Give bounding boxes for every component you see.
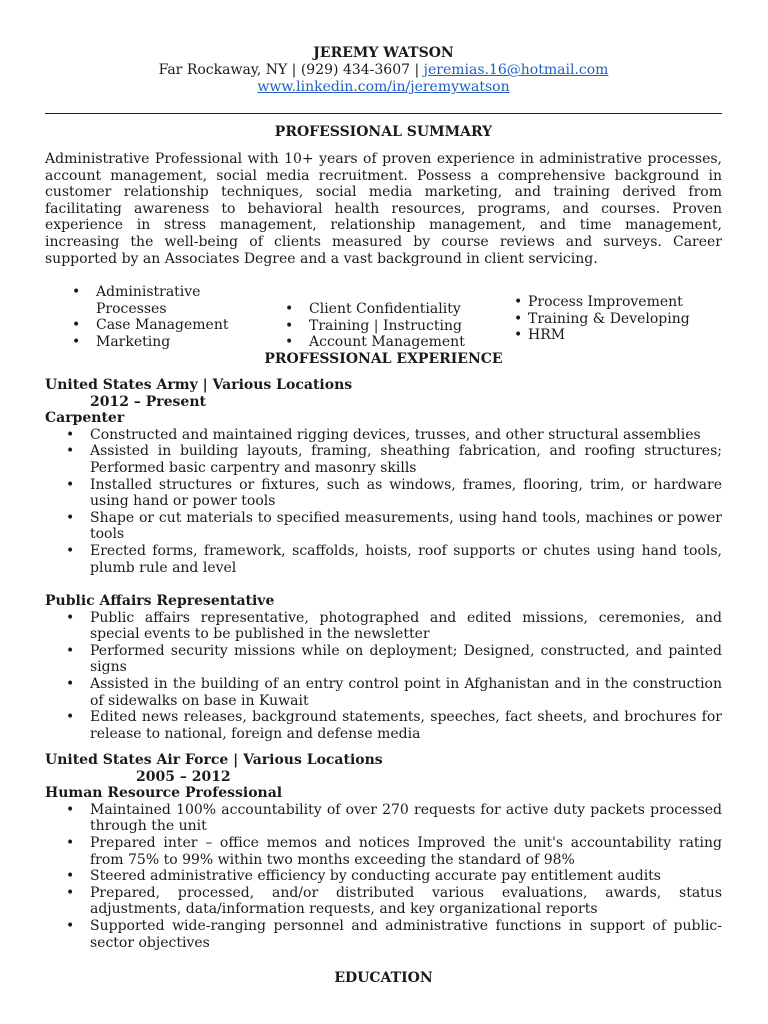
- list-item: • Assisted in building layouts, framing, sheathing fabrication, and roofing structures; Performed basic carpentry and masonry skills: [66, 443, 722, 476]
- bullet: •: [66, 443, 75, 460]
- list-item: • Prepared inter – office memos and notices Improved the unit's accountability rating from 75% to 99% within two months exceeding the standard of 98%: [66, 834, 722, 868]
- skill-item: • Marketing: [72, 333, 171, 350]
- list-item: • Maintained 100% accountability of over 270 requests for active duty packets processed through the unit: [66, 801, 722, 835]
- duties-list: [45, 802, 722, 951]
- skills-column-1: [72, 284, 252, 350]
- bullet: •: [66, 675, 75, 692]
- job-title: Human Resource Professional: [45, 785, 283, 802]
- bullet: •: [66, 609, 75, 626]
- employment-dates: 2012 – Present: [90, 393, 206, 410]
- linkedin-line: [45, 78, 722, 96]
- job-title: Public Affairs Representative: [45, 593, 275, 609]
- bullet: •: [66, 884, 75, 901]
- experience-heading: PROFESSIONAL EXPERIENCE: [264, 351, 503, 367]
- bullet: •: [66, 868, 75, 885]
- education-heading: EDUCATION: [334, 970, 433, 986]
- bullet: •: [66, 801, 75, 818]
- bullet: •: [514, 327, 523, 344]
- bullet: •: [66, 834, 75, 851]
- employment-dates: 2005 – 2012: [136, 768, 231, 785]
- bullet: •: [514, 310, 523, 327]
- list-item: • Public affairs representative, photographed and edited missions, ceremonies, and special events to be published in the newsletter: [66, 609, 722, 643]
- employer-name: United States Air Force | Various Locations: [45, 752, 383, 768]
- list-item: • Assisted in the building of an entry control point in Afghanistan and in the construction of sidewalks on base in Kuwait: [66, 675, 722, 709]
- bullet: •: [72, 284, 81, 300]
- list-item: • Supported wide-ranging personnel and administrative functions in support of public-sector objectives: [66, 917, 722, 951]
- summary-text: Administrative Professional with 10+ years of proven experience in administrative processes, account management, social media recruitment. Possess a comprehensive background in customer relationship techniques, social media marketing, and training derived from facilitating awareness to behavioral health resources, programs, and courses. Proven experience in stress management, relationship management, and time management, increasing the well-being of clients measured by course reviews and surveys. Career supported by an Associates Degree and a vast background in client servicing.: [45, 151, 722, 267]
- employer-name: United States Army | Various Locations: [45, 377, 353, 393]
- bullet: •: [66, 426, 75, 443]
- job-army: [45, 377, 722, 576]
- duties-list: [45, 427, 722, 576]
- list-item: • Steered administrative efficiency by conducting accurate pay entitlement audits: [66, 868, 661, 885]
- bullet: •: [66, 709, 75, 726]
- skills-column-3: [514, 294, 724, 344]
- candidate-name: JEREMY WATSON: [313, 45, 454, 61]
- skill-item: • HRM: [514, 327, 566, 344]
- contact-line: [45, 61, 722, 79]
- bullet: •: [66, 509, 75, 526]
- bullet: •: [66, 642, 75, 659]
- list-item: • Erected forms, framework, scaffolds, hoists, roof supports or chutes using hand tools, plumb rule and level: [66, 542, 722, 576]
- job-title: Carpenter: [45, 410, 125, 427]
- skills-column-2: [285, 301, 510, 351]
- header-divider: [45, 113, 722, 114]
- duties-list: [45, 610, 722, 743]
- bullet: •: [66, 917, 75, 934]
- list-item: • Edited news releases, background statements, speeches, fact sheets, and brochures for release to national, foreign and defense media: [66, 709, 722, 742]
- list-item: • Installed structures or fixtures, such as windows, frames, flooring, trim, or hardware using hand or power tools: [66, 476, 722, 510]
- skill-item: • Training & Developing: [514, 310, 690, 327]
- bullet: •: [514, 294, 523, 310]
- skill-item: • Case Management: [72, 317, 229, 334]
- list-item: • Performed security missions while on deployment; Designed, constructed, and painted signs: [66, 642, 722, 676]
- bullet: •: [66, 476, 75, 493]
- summary-heading: PROFESSIONAL SUMMARY: [274, 124, 493, 140]
- list-item: • Shape or cut materials to specified measurements, using hand tools, machines or power tools: [66, 509, 722, 543]
- bullet: •: [72, 333, 81, 350]
- email-link[interactable]: jeremias.16@hotmail.com: [423, 62, 609, 78]
- bullet: •: [285, 317, 294, 334]
- location-phone: Far Rockaway, NY | (929) 434-3607 |: [158, 62, 424, 78]
- bullet: •: [285, 301, 294, 317]
- bullet: •: [66, 542, 75, 559]
- skill-item: • Process Improvement: [514, 294, 683, 310]
- skill-item: • Administrative Processes: [72, 284, 201, 317]
- bullet: •: [72, 317, 81, 334]
- list-item: • Constructed and maintained rigging devices, trusses, and other structural assemblies: [66, 426, 701, 443]
- bullet: •: [285, 334, 294, 351]
- job-airforce: [45, 752, 722, 951]
- list-item: • Prepared, processed, and/or distributed various evaluations, awards, status adjustments, data/information requests, and key organizational reports: [66, 884, 722, 918]
- skill-item: • Training | Instructing: [285, 317, 462, 334]
- linkedin-link[interactable]: www.linkedin.com/in/jeremywatson: [257, 79, 510, 95]
- skill-item: • Client Confidentiality: [285, 301, 461, 317]
- job-army-role-2: [45, 593, 722, 742]
- skill-item: • Account Management: [285, 334, 465, 351]
